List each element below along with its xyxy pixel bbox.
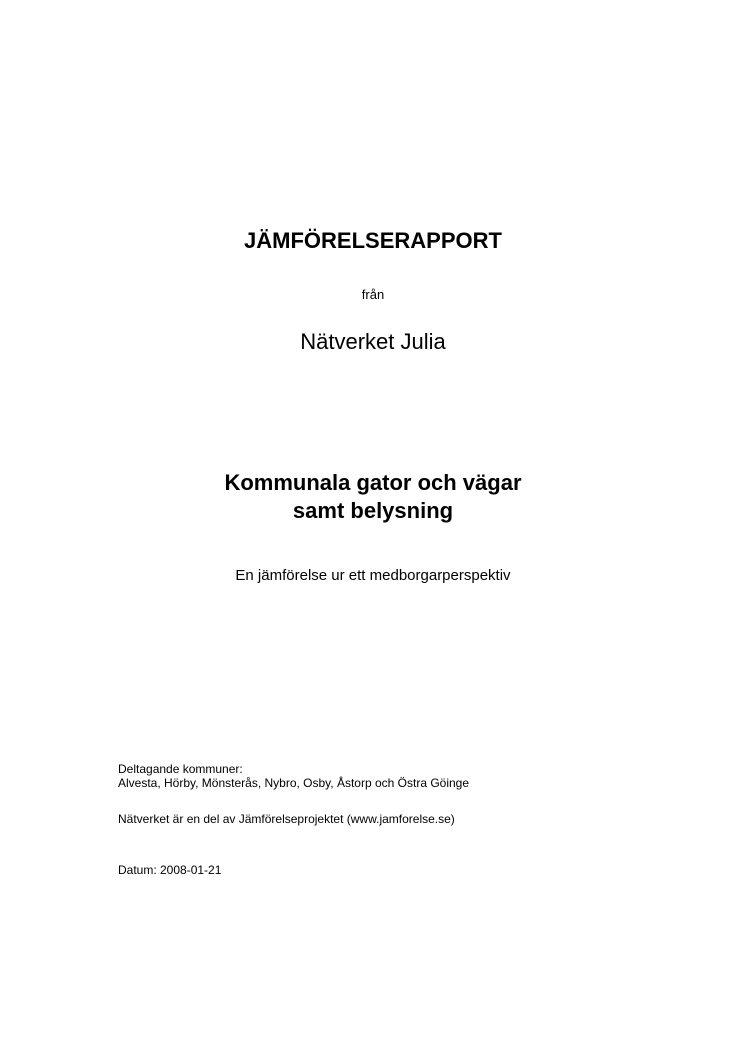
- project-note: Nätverket är en del av Jämförelseprojektet (www.jamforelse.se): [118, 812, 455, 826]
- report-subtitle: En jämförelse ur ett medborgarperspektiv: [235, 567, 511, 584]
- from-text: från: [361, 287, 385, 302]
- report-title: [0, 469, 746, 525]
- participants-label: Deltagande kommuner:: [118, 762, 243, 776]
- report-title-line-1: Kommunala gator och vägar: [224, 470, 522, 495]
- report-type-heading: JÄMFÖRELSERAPPORT: [244, 228, 502, 253]
- report-title-line-2: samt belysning: [292, 498, 454, 523]
- participants-list: Alvesta, Hörby, Mönsterås, Nybro, Osby, Åstorp och Östra Göinge: [118, 776, 470, 790]
- network-name: Nätverket Julia: [300, 329, 446, 354]
- report-date: Datum: 2008-01-21: [118, 863, 222, 877]
